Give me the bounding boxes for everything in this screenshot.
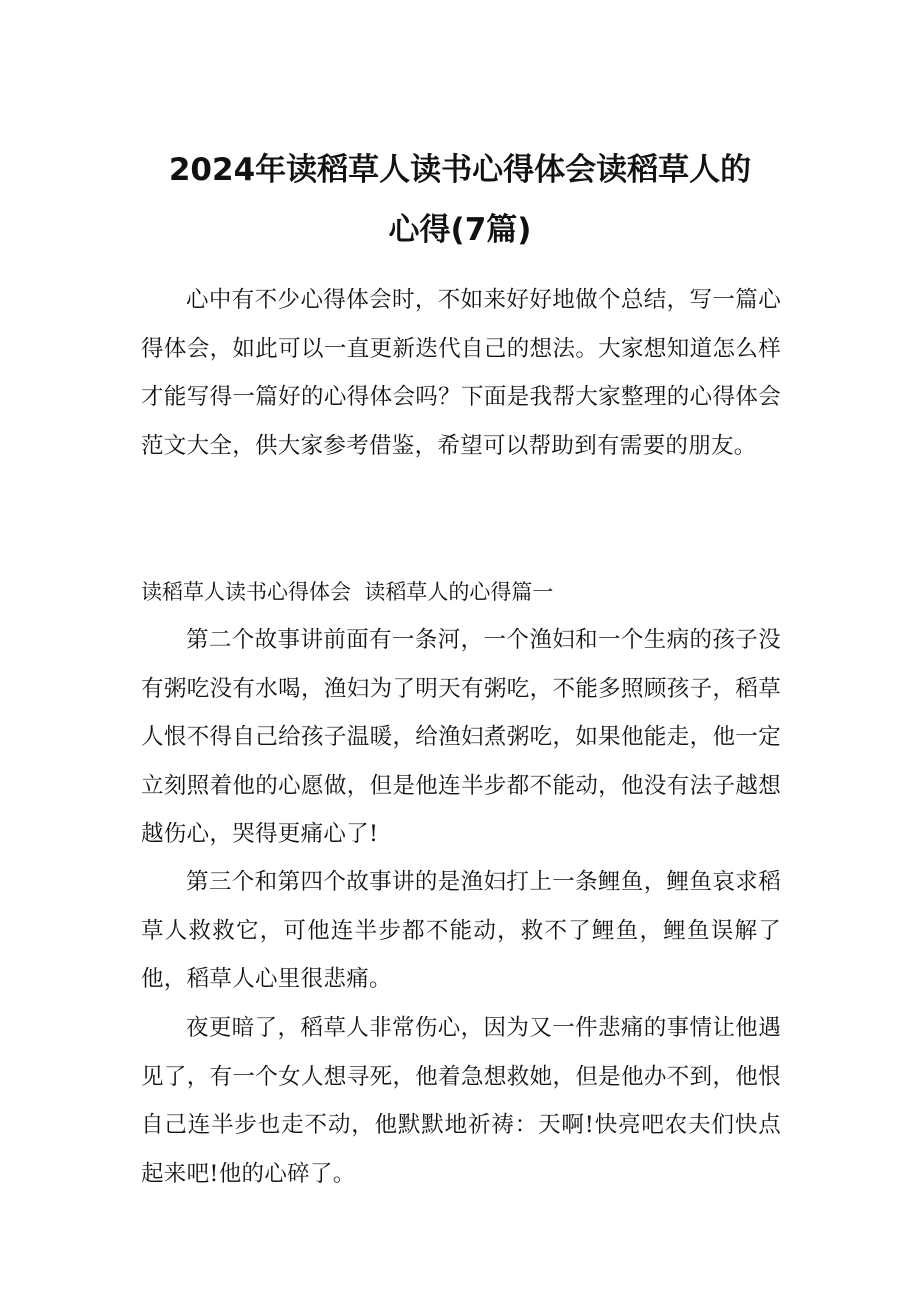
body-paragraph-2: 第三个和第四个故事讲的是渔妇打上一条鲤鱼，鲤鱼哀求稻草人救救它，可他连半步都不能动，救不了鲤鱼，鲤鱼误解了他，稻草人心里很悲痛。: [141, 869, 781, 992]
section-heading: 读稻草人读书心得体会 读稻草人的心得篇一: [141, 580, 554, 604]
body-paragraph-1: 第二个故事讲前面有一条河，一个渔妇和一个生病的孩子没有粥吃没有水喝，渔妇为了明天有粥吃，不能多照顾孩子，稻草人恨不得自己给孩子温暖，给渔妇煮粥吃，如果他能走，他一定立刻照着他的心愿做，但是他连半步都不能动，他没有法子越想越伤心，哭得更痛心了!: [141, 627, 781, 847]
document-title-line-2: 心得(7篇): [388, 212, 532, 248]
document-title-line-1: 2024年读稻草人读书心得体会读稻草人的: [168, 152, 752, 188]
body-paragraph-3: 夜更暗了，稻草人非常伤心，因为又一件悲痛的事情让他遇见了，有一个女人想寻死，他着急想救她，但是他办不到，他恨自己连半步也走不动，他默默地祈祷：天啊!快亮吧农夫们快点起来吧!他的心碎了。: [141, 1015, 781, 1187]
intro-paragraph: 心中有不少心得体会时，不如来好好地做个总结，写一篇心得体会，如此可以一直更新迭代自己的想法。大家想知道怎么样才能写得一篇好的心得体会吗？下面是我帮大家整理的心得体会范文大全，供大家参考借鉴，希望可以帮助到有需要的朋友。: [141, 287, 781, 459]
